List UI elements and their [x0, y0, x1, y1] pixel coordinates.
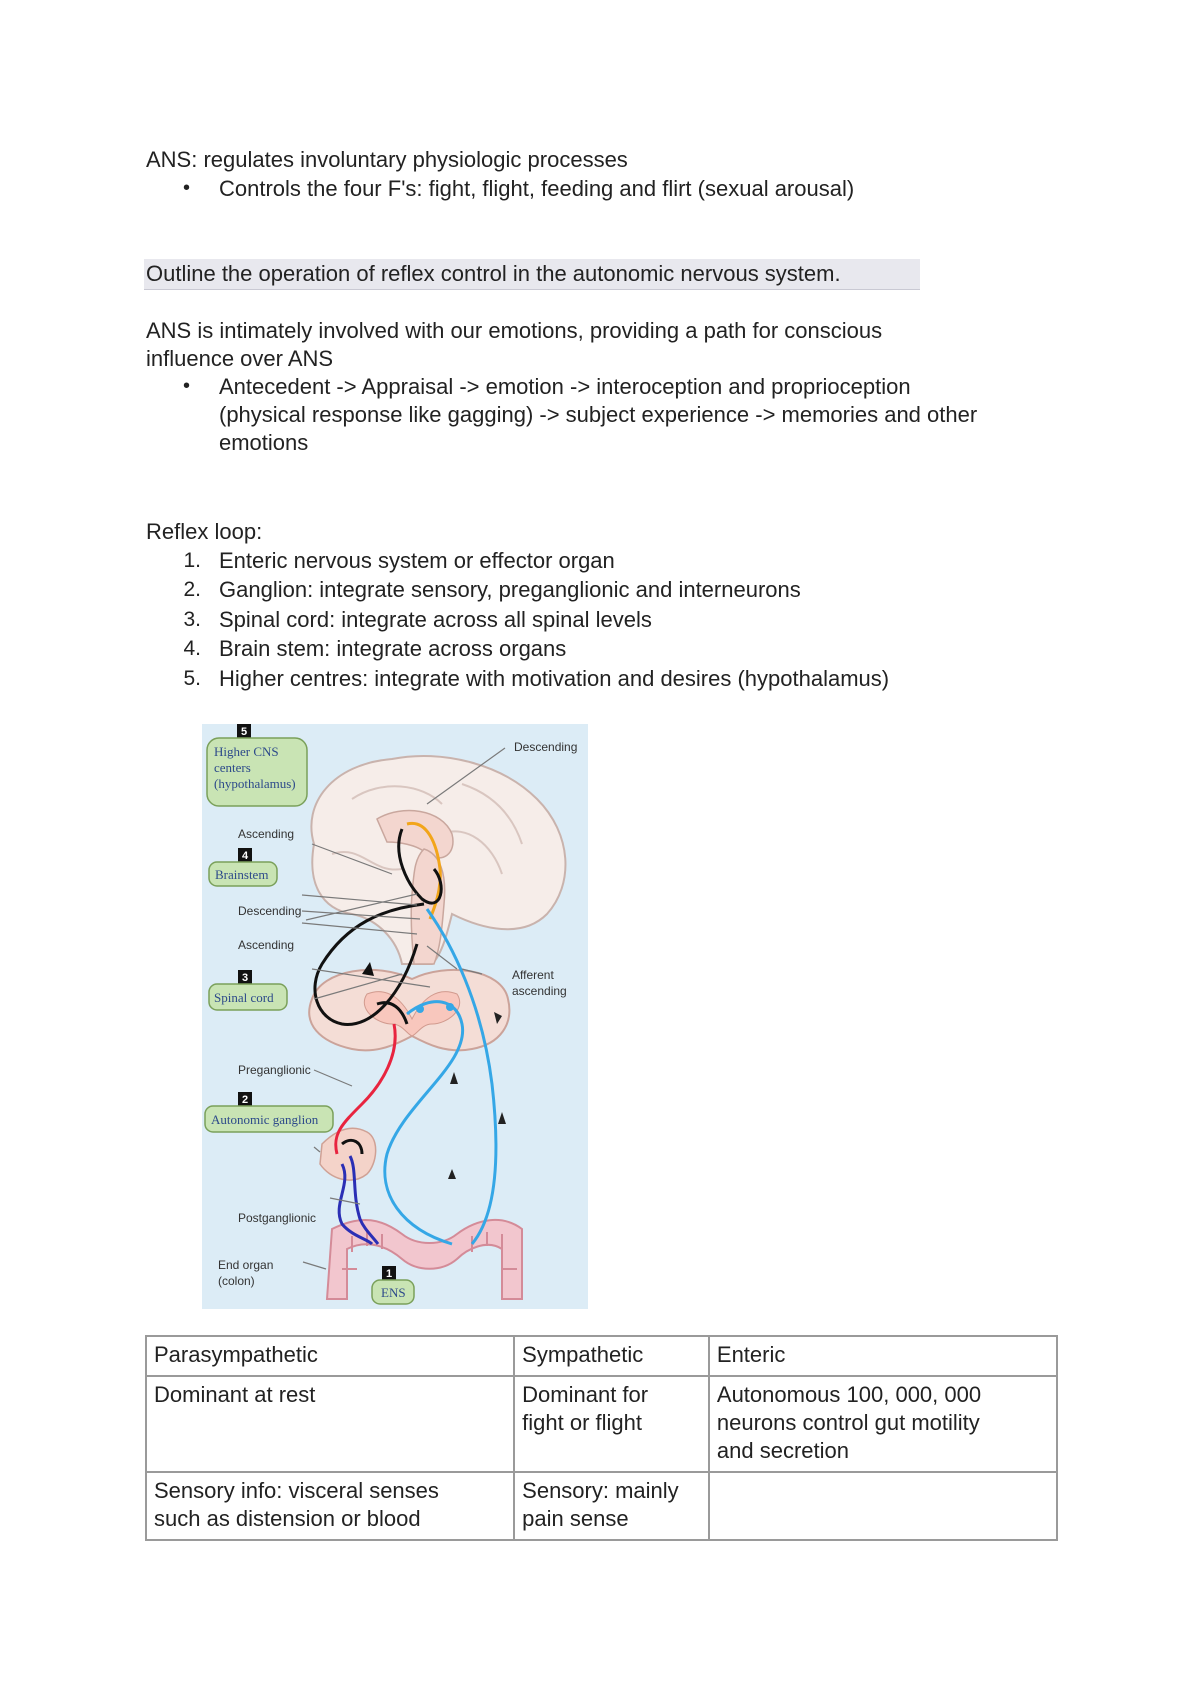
- cell-line: Autonomous 100, 000, 000: [716, 1382, 982, 1407]
- level-1-number: 1: [385, 1268, 393, 1280]
- header-parasympathetic: Parasympathetic: [146, 1336, 514, 1376]
- descending-top-label: Descending: [514, 740, 578, 754]
- question-text: Outline the operation of reflex control in the autonomic nervous system.: [146, 261, 841, 286]
- end-organ-label-line-2: (colon): [218, 1274, 255, 1288]
- afferent-label-line-1: Afferent: [512, 968, 554, 982]
- afferent-label-line-2: ascending: [512, 984, 567, 998]
- level-3-number: 3: [241, 972, 249, 984]
- cell-line: Dominant for: [522, 1382, 649, 1407]
- ans-comparison-table: [145, 1335, 1058, 1541]
- reflex-item: Enteric nervous system or effector organ: [219, 548, 615, 573]
- spinal-cord-shape: [309, 970, 509, 1050]
- table-cell: [146, 1376, 514, 1472]
- ganglion-shape: [320, 1128, 376, 1180]
- reflex-item-number: 2.: [183, 578, 201, 601]
- level-2-label: Autonomic ganglion: [211, 1112, 319, 1127]
- level-4-number: 4: [241, 850, 249, 862]
- emotion-line-2: influence over ANS: [146, 346, 334, 371]
- level-5-number: 5: [240, 726, 248, 738]
- emotion-line-1: ANS is intimately involved with our emotions, providing a path for conscious: [146, 318, 883, 343]
- bullet-dot: •: [183, 177, 191, 199]
- postganglionic-label: Postganglionic: [238, 1211, 317, 1225]
- table-row: [146, 1472, 1057, 1540]
- level-1-label: ENS: [381, 1285, 406, 1300]
- reflex-loop-figure: [202, 724, 588, 1309]
- level-5-label-line-3: (hypothalamus): [214, 776, 296, 791]
- reflex-item: Spinal cord: integrate across all spinal levels: [219, 607, 652, 632]
- cell-line: Sensory: mainly: [522, 1478, 679, 1503]
- end-organ-label-line-1: End organ: [218, 1258, 274, 1272]
- table-cell: [146, 1472, 514, 1540]
- reflex-item-number: 3.: [183, 608, 201, 631]
- table-row: [146, 1376, 1057, 1472]
- descending-mid-label: Descending: [238, 904, 302, 918]
- level-4-label: Brainstem: [215, 867, 269, 882]
- reflex-item: Brain stem: integrate across organs: [219, 636, 567, 661]
- level-5-label-line-1: Higher CNS: [214, 744, 279, 759]
- header-sympathetic: Sympathetic: [514, 1336, 709, 1376]
- reflex-item: Higher centres: integrate with motivation and desires (hypothalamus): [219, 666, 890, 691]
- cell-line: Dominant at rest: [154, 1382, 316, 1407]
- afferent-pathway-1: [427, 909, 496, 1244]
- table-cell: [709, 1472, 1057, 1540]
- bullet-dot: •: [183, 375, 191, 397]
- reflex-item-number: 1.: [183, 549, 201, 572]
- cell-line: Sensory info: visceral senses: [154, 1478, 439, 1503]
- emotion-bullet-line-1: Antecedent -> Appraisal -> emotion -> interoception and proprioception: [219, 374, 911, 399]
- table-cell: [514, 1376, 709, 1472]
- cell-line: such as distension or blood: [154, 1506, 421, 1531]
- table-cell: [709, 1376, 1057, 1472]
- reflex-item-number: 5.: [183, 667, 201, 690]
- ascending-mid-label: Ascending: [238, 938, 295, 952]
- emotion-bullet-line-2: (physical response like gagging) -> subject experience -> memories and other: [219, 402, 978, 427]
- reflex-item-number: 4.: [183, 637, 201, 660]
- cell-line: and secretion: [716, 1438, 849, 1463]
- level-3-label: Spinal cord: [214, 990, 274, 1005]
- level-5-label-line-2: centers: [214, 760, 251, 775]
- emotion-bullet-line-3: emotions: [219, 430, 309, 455]
- reflex-title: Reflex loop:: [146, 519, 263, 544]
- table-cell: [514, 1472, 709, 1540]
- reflex-item: Ganglion: integrate sensory, preganglionic and interneurons: [219, 577, 801, 602]
- level-2-number: 2: [241, 1094, 249, 1106]
- intro-bullet: Controls the four F's: fight, flight, feeding and flirt (sexual arousal): [219, 176, 855, 201]
- cell-line: fight or flight: [522, 1410, 642, 1435]
- cell-line: neurons control gut motility: [716, 1410, 980, 1435]
- preganglionic-label: Preganglionic: [238, 1063, 311, 1077]
- cell-line: pain sense: [522, 1506, 629, 1531]
- intro-heading: ANS: regulates involuntary physiologic processes: [146, 147, 628, 172]
- header-enteric: Enteric: [709, 1336, 1057, 1376]
- ascending-top-label: Ascending: [238, 827, 295, 841]
- table-header-row: [146, 1336, 1057, 1376]
- reflex-loop-diagram: [202, 724, 588, 1309]
